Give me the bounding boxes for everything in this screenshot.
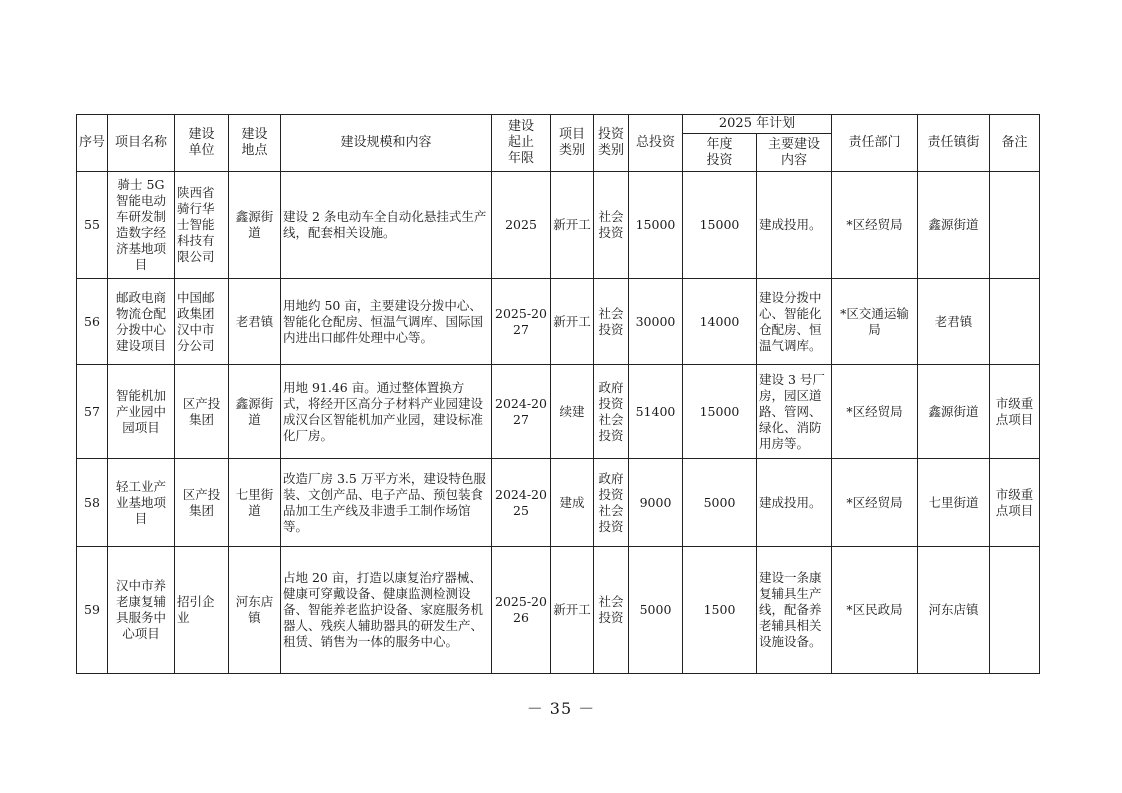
cell-period: 2025-2027 (492, 279, 551, 365)
cell-note (990, 547, 1040, 674)
cell-town: 七里街道 (918, 459, 990, 547)
cell-scope: 建设 2 条电动车全自动化悬挂式生产线，配套相关设施。 (281, 172, 492, 279)
cell-build-unit: 中国邮政集团汉中市分公司 (175, 279, 229, 365)
cell-build-place: 七里街道 (229, 459, 281, 547)
cell-scope: 改造厂房 3.5 万平方米，建设特色服装、文创产品、电子产品、预包装食品加工生产线及非遗手工制作场馆等。 (281, 459, 492, 547)
cell-build-place: 鑫源街道 (229, 365, 281, 459)
cell-project-name: 智能机加产业园中园项目 (108, 365, 175, 459)
header-build-place: 建设 地点 (229, 115, 281, 172)
page-number: － 35 － (526, 699, 596, 718)
cell-total-invest: 5000 (629, 547, 683, 674)
header-seq: 序号 (77, 115, 108, 172)
cell-note: 市级重点项目 (990, 459, 1040, 547)
cell-invest-type: 社会投资 (594, 547, 629, 674)
cell-dept: *区经贸局 (832, 365, 918, 459)
cell-project-name: 汉中市养老康复辅具服务中心项目 (108, 547, 175, 674)
cell-period: 2024-2027 (492, 365, 551, 459)
cell-period: 2025 (492, 172, 551, 279)
table-row (77, 365, 1040, 459)
header-town: 责任镇街 (918, 115, 990, 172)
header-build-unit: 建设 单位 (175, 115, 229, 172)
cell-invest-type: 政府投资社会投资 (594, 365, 629, 459)
cell-build-place: 河东店镇 (229, 547, 281, 674)
cell-build-unit: 招引企业 (175, 547, 229, 674)
cell-project-name: 骑士 5G 智能电动车研发制造数字经济基地项目 (108, 172, 175, 279)
cell-note (990, 172, 1040, 279)
cell-seq: 57 (77, 365, 108, 459)
cell-period: 2025-2026 (492, 547, 551, 674)
cell-invest-type: 社会投资 (594, 172, 629, 279)
header-main-content: 主要建设 内容 (757, 134, 832, 172)
cell-build-unit: 区产投集团 (175, 365, 229, 459)
cell-build-unit: 陕西省骑行华士智能科技有限公司 (175, 172, 229, 279)
cell-main-content: 建设分拨中心、智能化仓配房、恒温气调库。 (757, 279, 832, 365)
cell-build-place: 老君镇 (229, 279, 281, 365)
cell-dept: *区经贸局 (832, 172, 918, 279)
table-row (77, 172, 1040, 279)
cell-invest-type: 社会投资 (594, 279, 629, 365)
cell-main-content: 建成投用。 (757, 459, 832, 547)
cell-category: 建成 (551, 459, 594, 547)
cell-dept: *区交通运输局 (832, 279, 918, 365)
project-table (76, 114, 1040, 674)
cell-annual-invest: 5000 (683, 459, 757, 547)
cell-invest-type: 政府投资社会投资 (594, 459, 629, 547)
table-row (77, 547, 1040, 674)
cell-total-invest: 15000 (629, 172, 683, 279)
cell-category: 新开工 (551, 279, 594, 365)
cell-dept: *区经贸局 (832, 459, 918, 547)
cell-category: 新开工 (551, 547, 594, 674)
cell-main-content: 建设一条康复辅具生产线，配备养老辅具相关设施设备。 (757, 547, 832, 674)
table-body (77, 172, 1040, 674)
cell-total-invest: 51400 (629, 365, 683, 459)
cell-period: 2024-2025 (492, 459, 551, 547)
header-invest-type: 投资 类别 (594, 115, 629, 172)
header-total-invest: 总投资 (629, 115, 683, 172)
header-period: 建设 起止 年限 (492, 115, 551, 172)
cell-town: 老君镇 (918, 279, 990, 365)
cell-build-unit: 区产投集团 (175, 459, 229, 547)
header-note: 备注 (990, 115, 1040, 172)
cell-seq: 58 (77, 459, 108, 547)
cell-scope: 用地约 50 亩，主要建设分拨中心、智能化仓配房、恒温气调库、国际国内进出口邮件处理中心等。 (281, 279, 492, 365)
cell-dept: *区民政局 (832, 547, 918, 674)
table-header (77, 115, 1040, 172)
cell-town: 鑫源街道 (918, 172, 990, 279)
table-row (77, 279, 1040, 365)
cell-town: 河东店镇 (918, 547, 990, 674)
header-plan-group: 2025 年计划 (683, 115, 832, 134)
cell-project-name: 邮政电商物流仓配分拨中心建设项目 (108, 279, 175, 365)
header-project-name: 项目名称 (108, 115, 175, 172)
cell-seq: 56 (77, 279, 108, 365)
cell-annual-invest: 15000 (683, 365, 757, 459)
header-scope: 建设规模和内容 (281, 115, 492, 172)
cell-total-invest: 9000 (629, 459, 683, 547)
cell-note: 市级重点项目 (990, 365, 1040, 459)
cell-category: 新开工 (551, 172, 594, 279)
cell-annual-invest: 1500 (683, 547, 757, 674)
cell-scope: 占地 20 亩，打造以康复治疗器械、健康可穿戴设备、健康监测检测设备、智能养老监护设备、家庭服务机器人、残疾人辅助器具的研发生产、租赁、销售为一体的服务中心。 (281, 547, 492, 674)
header-dept: 责任部门 (832, 115, 918, 172)
cell-seq: 55 (77, 172, 108, 279)
cell-town: 鑫源街道 (918, 365, 990, 459)
cell-main-content: 建成投用。 (757, 172, 832, 279)
cell-total-invest: 30000 (629, 279, 683, 365)
table-row (77, 459, 1040, 547)
cell-category: 续建 (551, 365, 594, 459)
cell-scope: 用地 91.46 亩。通过整体置换方式，将经开区高分子材料产业园建设成汉台区智能机加产业园，建设标准化厂房。 (281, 365, 492, 459)
cell-main-content: 建设 3 号厂房，园区道路、管网、绿化、消防用房等。 (757, 365, 832, 459)
cell-build-place: 鑫源街道 (229, 172, 281, 279)
cell-annual-invest: 14000 (683, 279, 757, 365)
cell-project-name: 轻工业产业基地项目 (108, 459, 175, 547)
cell-annual-invest: 15000 (683, 172, 757, 279)
cell-seq: 59 (77, 547, 108, 674)
header-category: 项目 类别 (551, 115, 594, 172)
header-annual-invest: 年度 投资 (683, 134, 757, 172)
cell-note (990, 279, 1040, 365)
